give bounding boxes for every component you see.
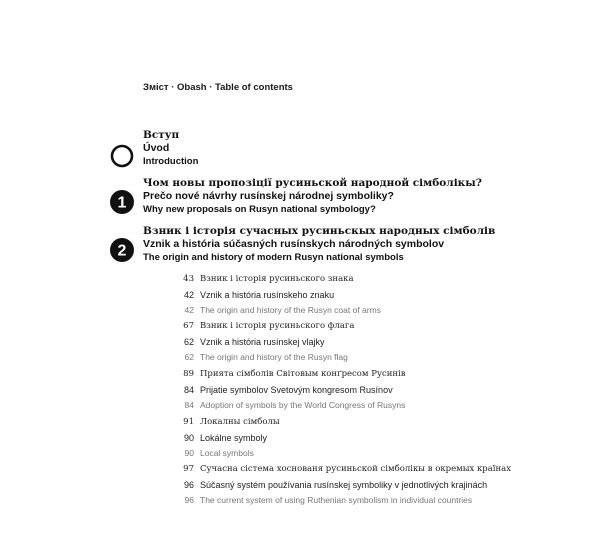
number-1-badge-icon: [110, 190, 134, 214]
toc-subsection-current-system[interactable]: [178, 462, 511, 509]
page-number: 97: [183, 464, 194, 474]
page-number: 91: [183, 417, 194, 427]
toc-entry-ua: [178, 319, 354, 335]
toc-entry-sk: [178, 288, 381, 304]
entry-title: The origin and history of the Rusyn flag: [200, 352, 348, 362]
toc-entry-en: [178, 350, 354, 366]
section-title-sk: Úvod: [143, 142, 170, 154]
page-number: 84: [183, 384, 194, 395]
entry-title: Сучасна сістема хоснованя русиньской сімболікы в окремых країнах: [200, 464, 512, 474]
section-title-en: Introduction: [143, 156, 199, 167]
page-number: 67: [183, 321, 194, 331]
toc-subsection-adoption[interactable]: [178, 367, 406, 414]
entry-title: The origin and history of the Rusyn coat of arms: [200, 305, 381, 315]
entry-title: The current system of using Ruthenian symbolism in individual countries: [200, 495, 473, 505]
section-title-sk: Vznik a história súčasných rusínskych národných symbolov: [143, 238, 445, 250]
toc-entry-ua: [178, 272, 381, 288]
section-title-ua: Чом новы пропозіції русиньской народной сімболікы?: [143, 177, 482, 189]
page-number: 96: [184, 495, 194, 505]
section-title-ua: Взник і історія сучасных русиньскых народных сімболів: [143, 225, 496, 237]
section-title-en: Why new proposals on Rusyn national symbology?: [143, 204, 376, 215]
section-title-ua: Вступ: [143, 129, 180, 141]
toc-subsection-local-symbols[interactable]: [178, 415, 280, 462]
entry-title: Прията сімболів Світовым конґресом Русинів: [200, 369, 406, 379]
page-number: 42: [183, 289, 194, 300]
toc-subsection-flag[interactable]: [178, 319, 354, 366]
toc-entry-en: [178, 493, 511, 509]
page-number: 89: [183, 369, 194, 379]
toc-subsection-coat-of-arms[interactable]: [178, 272, 381, 319]
page-number: 62: [183, 336, 194, 347]
page-number: 43: [183, 274, 194, 284]
page-number: 90: [183, 432, 194, 443]
entry-title: Prijatie symbolov Svetovým kongresom Rusínov: [200, 384, 393, 395]
section-title-sk: Prečo nové návrhy rusínskej národnej symboliky?: [143, 190, 394, 202]
toc-entry-sk: [178, 335, 354, 351]
entry-title: Vznik a história rusínskej vlajky: [200, 336, 325, 347]
page-number: 42: [184, 305, 194, 315]
entry-title: Локалны сімболы: [200, 417, 280, 427]
page-number: 96: [183, 479, 194, 490]
entry-title: Local symbols: [200, 448, 254, 458]
toc-entry-ua: [178, 462, 511, 478]
empty-circle-icon: [110, 144, 134, 168]
toc-entry-en: [178, 398, 406, 414]
toc-entry-en: [178, 446, 280, 462]
entry-title: Lokálne symboly: [200, 432, 268, 443]
number-2-badge-icon: [110, 238, 134, 262]
entry-title: Взник і історія русиньского флага: [200, 321, 355, 331]
toc-entry-sk: [178, 383, 406, 399]
page-number: 90: [184, 448, 194, 458]
entry-title: Vznik a história rusínskeho znaku: [200, 289, 335, 300]
section-number: 2: [117, 242, 127, 260]
entry-title: Взник і історія русиньского знака: [200, 274, 354, 284]
entry-title: Súčasný systém používania rusínskej symboliky v jednotlivých krajinách: [200, 479, 488, 490]
page-number: 84: [184, 400, 194, 410]
toc-entry-sk: [178, 478, 511, 494]
page-number: 62: [184, 352, 194, 362]
toc-entry-ua: [178, 415, 280, 431]
section-number: 1: [117, 194, 127, 212]
toc-entry-en: [178, 303, 381, 319]
toc-entry-ua: [178, 367, 406, 383]
toc-entry-sk: [178, 431, 280, 447]
toc-header: Зміст · Obash · Table of contents: [143, 82, 293, 93]
entry-title: Adoption of symbols by the World Congress of Rusyns: [200, 400, 406, 410]
section-title-en: The origin and history of modern Rusyn national symbols: [143, 252, 404, 263]
